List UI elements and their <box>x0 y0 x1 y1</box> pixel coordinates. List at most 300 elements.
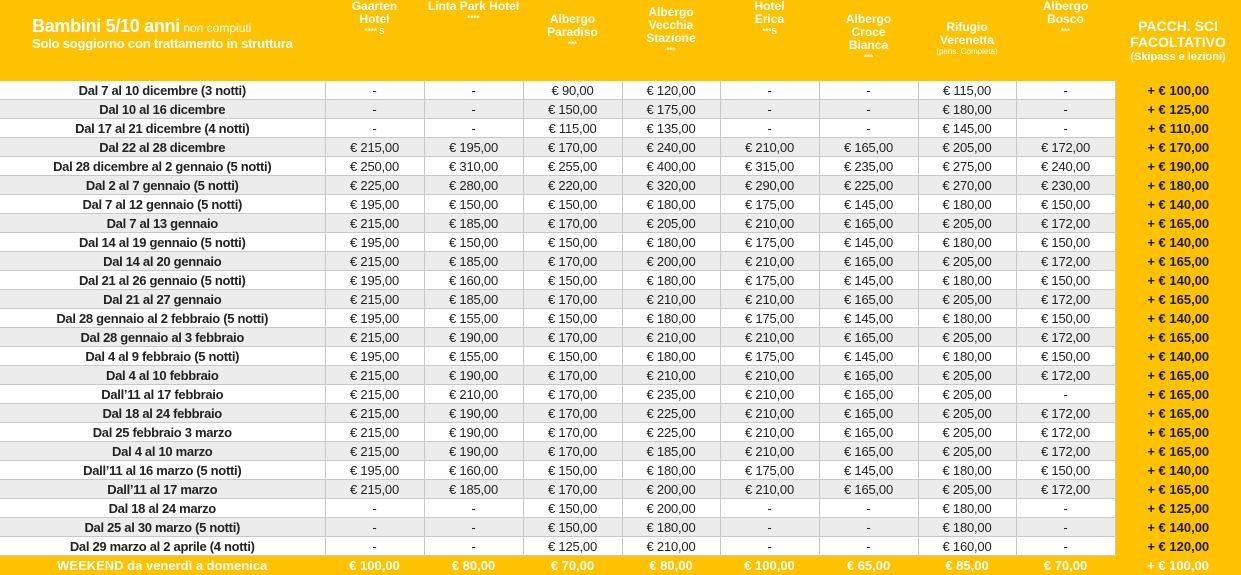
ski-price-cell: + € 165,00 <box>1115 442 1241 461</box>
table-row <box>0 404 1241 423</box>
price-cell: € 215,00 <box>325 252 424 271</box>
price-cell: € 180,00 <box>622 347 720 366</box>
ski-price-cell: + € 180,00 <box>1115 176 1241 195</box>
ski-price-cell: + € 165,00 <box>1115 385 1241 404</box>
price-cell: € 215,00 <box>325 214 424 233</box>
hotel-name-line: Albergo <box>648 5 693 19</box>
price-cell: € 200,00 <box>622 499 720 518</box>
ski-price-cell: + € 140,00 <box>1115 461 1241 480</box>
table-row <box>0 499 1241 518</box>
price-cell: € 172,00 <box>1016 404 1115 423</box>
period-cell: Dall’11 al 17 marzo <box>0 480 325 499</box>
price-cell: € 210,00 <box>720 385 819 404</box>
price-cell: € 172,00 <box>1016 366 1115 385</box>
table-row <box>0 290 1241 309</box>
price-cell: € 170,00 <box>523 328 622 347</box>
hotel-name-line: Albergo <box>846 12 891 26</box>
price-cell: € 320,00 <box>622 176 720 195</box>
price-cell: € 195,00 <box>325 195 424 214</box>
price-cell: € 205,00 <box>918 328 1016 347</box>
hotel-name-line: Gaarten <box>352 0 397 13</box>
table-row <box>0 347 1241 366</box>
period-cell: Dal 29 marzo al 2 aprile (4 notti) <box>0 537 325 556</box>
price-cell: € 180,00 <box>918 499 1016 518</box>
weekend-price: € 65,00 <box>819 556 918 575</box>
price-cell: € 225,00 <box>819 176 918 195</box>
price-cell: - <box>1016 100 1115 119</box>
hotel-name-line: Bianca <box>849 38 888 52</box>
price-cell: € 180,00 <box>622 271 720 290</box>
price-cell: € 180,00 <box>918 233 1016 252</box>
ski-price-cell: + € 165,00 <box>1115 404 1241 423</box>
ski-price-cell: + € 140,00 <box>1115 347 1241 366</box>
price-cell: € 180,00 <box>918 347 1016 366</box>
price-cell: - <box>720 81 819 100</box>
ski-price-cell: + € 165,00 <box>1115 423 1241 442</box>
hotel-name-line: Hotel <box>360 12 390 26</box>
ski-price-cell: + € 165,00 <box>1115 366 1241 385</box>
price-cell: € 165,00 <box>819 442 918 461</box>
price-cell: € 165,00 <box>819 366 918 385</box>
ski-price-cell: + € 140,00 <box>1115 195 1241 214</box>
hotel-board-note: (pens. Completa) <box>918 47 1016 56</box>
price-cell: € 205,00 <box>918 442 1016 461</box>
period-cell: Dal 28 gennaio al 3 febbraio <box>0 328 325 347</box>
hotel-stars: **** S <box>325 27 424 37</box>
title-note: non compiuti <box>183 21 251 35</box>
price-cell: € 210,00 <box>622 328 720 347</box>
table-row <box>0 157 1241 176</box>
price-cell: € 180,00 <box>622 195 720 214</box>
price-cell: € 172,00 <box>1016 423 1115 442</box>
price-cell: € 150,00 <box>1016 195 1115 214</box>
price-cell: € 200,00 <box>622 480 720 499</box>
hotel-stars: ***S <box>720 27 819 37</box>
hotel-stars: **** <box>424 14 523 24</box>
weekend-price: € 80,00 <box>622 556 720 575</box>
period-cell: Dal 18 al 24 febbraio <box>0 404 325 423</box>
ski-subtitle: (Skipass e lezioni) <box>1115 50 1241 64</box>
price-cell: € 180,00 <box>622 233 720 252</box>
hotel-header-erica <box>720 0 819 81</box>
price-cell: - <box>720 518 819 537</box>
period-cell: Dal 28 gennaio al 2 febbraio (5 notti) <box>0 309 325 328</box>
price-cell: € 150,00 <box>523 499 622 518</box>
table-row <box>0 252 1241 271</box>
period-cell: Dal 21 al 26 gennaio (5 notti) <box>0 271 325 290</box>
price-cell: € 220,00 <box>523 176 622 195</box>
price-cell: € 195,00 <box>325 271 424 290</box>
price-cell: € 165,00 <box>819 480 918 499</box>
period-cell: Dall’11 al 17 febbraio <box>0 385 325 404</box>
price-cell: - <box>1016 499 1115 518</box>
price-cell: € 165,00 <box>819 404 918 423</box>
table-row <box>0 214 1241 233</box>
table-row <box>0 366 1241 385</box>
price-cell: € 150,00 <box>1016 461 1115 480</box>
price-cell: € 400,00 <box>622 157 720 176</box>
table-row <box>0 537 1241 556</box>
ski-price-cell: + € 100,00 <box>1115 81 1241 100</box>
ski-price-cell: + € 170,00 <box>1115 138 1241 157</box>
price-cell: € 180,00 <box>918 195 1016 214</box>
ski-price-cell: + € 165,00 <box>1115 480 1241 499</box>
table-row <box>0 309 1241 328</box>
price-cell: € 125,00 <box>523 537 622 556</box>
price-cell: - <box>325 100 424 119</box>
price-cell: € 175,00 <box>720 461 819 480</box>
price-cell: € 145,00 <box>819 195 918 214</box>
price-cell: € 150,00 <box>1016 347 1115 366</box>
hotel-name-line: Rifugio <box>946 20 987 34</box>
hotel-stars: *** <box>819 53 918 63</box>
price-cell: € 170,00 <box>523 423 622 442</box>
price-cell: - <box>325 119 424 138</box>
price-cell: € 190,00 <box>424 404 523 423</box>
hotel-name-line: Paradiso <box>547 25 598 39</box>
hotel-name-line: Erica <box>755 12 784 26</box>
weekend-row <box>0 556 1241 575</box>
price-cell: - <box>819 537 918 556</box>
price-cell: € 165,00 <box>819 138 918 157</box>
price-cell: € 215,00 <box>325 385 424 404</box>
price-cell: € 210,00 <box>424 385 523 404</box>
price-cell: € 275,00 <box>918 157 1016 176</box>
price-cell: € 190,00 <box>424 328 523 347</box>
price-cell: € 90,00 <box>523 81 622 100</box>
period-cell: Dal 10 al 16 dicembre <box>0 100 325 119</box>
price-cell: - <box>424 518 523 537</box>
table-row <box>0 385 1241 404</box>
ski-price-cell: + € 165,00 <box>1115 328 1241 347</box>
price-cell: € 280,00 <box>424 176 523 195</box>
hotel-header-croce-bianca <box>819 0 918 81</box>
price-cell: € 290,00 <box>720 176 819 195</box>
hotel-stars: *** <box>1016 27 1115 37</box>
ski-price-cell: + € 110,00 <box>1115 119 1241 138</box>
price-cell: € 205,00 <box>918 366 1016 385</box>
price-cell: € 180,00 <box>918 518 1016 537</box>
hotel-name-line: Stazione <box>646 31 695 45</box>
price-cell: € 195,00 <box>325 347 424 366</box>
hotel-name-line: Albergo <box>550 12 595 26</box>
table-row <box>0 119 1241 138</box>
price-cell: € 210,00 <box>720 138 819 157</box>
ski-price-cell: + € 165,00 <box>1115 290 1241 309</box>
price-cell: € 235,00 <box>622 385 720 404</box>
price-cell: € 172,00 <box>1016 214 1115 233</box>
price-cell: € 175,00 <box>720 195 819 214</box>
price-cell: € 185,00 <box>424 480 523 499</box>
period-cell: Dal 22 al 28 dicembre <box>0 138 325 157</box>
price-cell: - <box>720 100 819 119</box>
price-cell: € 210,00 <box>720 442 819 461</box>
ski-package-header <box>1115 0 1241 81</box>
price-cell: € 165,00 <box>819 290 918 309</box>
period-cell: Dal 25 febbraio 3 marzo <box>0 423 325 442</box>
price-cell: € 185,00 <box>424 252 523 271</box>
price-cell: € 150,00 <box>424 233 523 252</box>
price-cell: € 210,00 <box>622 366 720 385</box>
price-cell: € 170,00 <box>523 442 622 461</box>
hotel-name-line: Hotel <box>755 0 785 13</box>
price-cell: € 145,00 <box>819 461 918 480</box>
hotel-name-line: Croce <box>851 25 885 39</box>
hotel-header-gaarten <box>325 0 424 81</box>
hotel-header-vecchia-stazione <box>622 0 720 81</box>
price-cell: € 150,00 <box>523 271 622 290</box>
title-main: Bambini 5/10 anni <box>32 16 180 36</box>
price-cell: - <box>325 537 424 556</box>
hotel-name-line: Verenetta <box>940 33 994 47</box>
table-row <box>0 81 1241 100</box>
ski-price-cell: + € 140,00 <box>1115 309 1241 328</box>
price-cell: € 150,00 <box>424 195 523 214</box>
price-cell: € 210,00 <box>622 537 720 556</box>
price-cell: € 150,00 <box>1016 233 1115 252</box>
price-cell: € 315,00 <box>720 157 819 176</box>
price-cell: € 150,00 <box>523 100 622 119</box>
price-cell: - <box>720 119 819 138</box>
price-cell: € 240,00 <box>1016 157 1115 176</box>
period-cell: Dal 4 al 9 febbraio (5 notti) <box>0 347 325 366</box>
price-cell: € 205,00 <box>918 214 1016 233</box>
price-cell: € 200,00 <box>622 252 720 271</box>
ski-price-cell: + € 190,00 <box>1115 157 1241 176</box>
price-cell: € 225,00 <box>622 423 720 442</box>
price-cell: € 225,00 <box>622 404 720 423</box>
price-cell: € 195,00 <box>325 309 424 328</box>
price-cell: € 170,00 <box>523 404 622 423</box>
period-cell: Dall’11 al 16 marzo (5 notti) <box>0 461 325 480</box>
price-cell: - <box>819 100 918 119</box>
price-cell: € 115,00 <box>918 81 1016 100</box>
price-cell: € 145,00 <box>819 347 918 366</box>
price-cell: € 205,00 <box>918 480 1016 499</box>
price-cell: € 180,00 <box>918 461 1016 480</box>
hotel-header-verenetta <box>918 0 1016 81</box>
price-cell: € 255,00 <box>523 157 622 176</box>
weekend-label: WEEKEND da venerdì a domenica <box>0 556 325 575</box>
weekend-price: € 100,00 <box>720 556 819 575</box>
price-cell: - <box>424 119 523 138</box>
period-cell: Dal 7 al 13 gennaio <box>0 214 325 233</box>
price-cell: € 165,00 <box>819 214 918 233</box>
period-cell: Dal 25 al 30 marzo (5 notti) <box>0 518 325 537</box>
price-cell: € 180,00 <box>918 100 1016 119</box>
price-cell: - <box>325 518 424 537</box>
price-cell: - <box>424 499 523 518</box>
price-cell: € 210,00 <box>720 214 819 233</box>
price-cell: - <box>1016 119 1115 138</box>
hotel-name-line: Vecchia <box>649 18 694 32</box>
price-cell: € 190,00 <box>424 366 523 385</box>
price-cell: € 210,00 <box>720 423 819 442</box>
price-cell: € 215,00 <box>325 423 424 442</box>
price-cell: € 165,00 <box>819 328 918 347</box>
table-row <box>0 461 1241 480</box>
hotel-header-paradiso <box>523 0 622 81</box>
price-cell: € 180,00 <box>622 518 720 537</box>
price-cell: € 175,00 <box>622 100 720 119</box>
price-cell: - <box>325 499 424 518</box>
weekend-price: € 70,00 <box>523 556 622 575</box>
table-row <box>0 518 1241 537</box>
price-cell: € 210,00 <box>720 252 819 271</box>
weekend-price: € 70,00 <box>1016 556 1115 575</box>
price-cell: € 215,00 <box>325 290 424 309</box>
period-cell: Dal 18 al 24 marzo <box>0 499 325 518</box>
price-cell: - <box>720 537 819 556</box>
table-row <box>0 328 1241 347</box>
table-row <box>0 100 1241 119</box>
ski-price-cell: + € 165,00 <box>1115 252 1241 271</box>
period-cell: Dal 4 al 10 febbraio <box>0 366 325 385</box>
price-cell: € 185,00 <box>424 290 523 309</box>
price-cell: - <box>424 537 523 556</box>
price-cell: € 215,00 <box>325 328 424 347</box>
price-cell: € 215,00 <box>325 138 424 157</box>
ski-price-cell: + € 125,00 <box>1115 100 1241 119</box>
price-cell: € 172,00 <box>1016 138 1115 157</box>
period-cell: Dal 14 al 20 gennaio <box>0 252 325 271</box>
price-cell: € 175,00 <box>720 233 819 252</box>
price-cell: - <box>819 119 918 138</box>
table-title-cell <box>0 0 325 81</box>
price-cell: € 170,00 <box>523 252 622 271</box>
price-cell: € 205,00 <box>918 290 1016 309</box>
price-cell: € 270,00 <box>918 176 1016 195</box>
table-row <box>0 271 1241 290</box>
price-cell: € 170,00 <box>523 214 622 233</box>
price-cell: € 175,00 <box>720 271 819 290</box>
price-cell: € 160,00 <box>424 461 523 480</box>
period-cell: Dal 7 al 12 gennaio (5 notti) <box>0 195 325 214</box>
price-cell: € 150,00 <box>523 518 622 537</box>
price-cell: € 250,00 <box>325 157 424 176</box>
price-cell: € 172,00 <box>1016 442 1115 461</box>
ski-price-cell: + € 140,00 <box>1115 271 1241 290</box>
price-cell: € 235,00 <box>819 157 918 176</box>
period-cell: Dal 17 al 21 dicembre (4 notti) <box>0 119 325 138</box>
price-cell: € 155,00 <box>424 309 523 328</box>
table-subtitle: Solo soggiorno con trattamento in struttura <box>32 36 325 51</box>
ski-price-cell: + € 140,00 <box>1115 518 1241 537</box>
price-cell: € 165,00 <box>819 385 918 404</box>
price-cell: € 175,00 <box>720 347 819 366</box>
price-cell: € 180,00 <box>918 309 1016 328</box>
period-cell: Dal 2 al 7 gennaio (5 notti) <box>0 176 325 195</box>
price-cell: € 205,00 <box>918 252 1016 271</box>
price-cell: € 160,00 <box>918 537 1016 556</box>
price-cell: € 160,00 <box>424 271 523 290</box>
price-cell: € 170,00 <box>523 138 622 157</box>
price-cell: € 205,00 <box>918 423 1016 442</box>
price-cell: € 215,00 <box>325 480 424 499</box>
price-cell: € 185,00 <box>424 214 523 233</box>
table-row <box>0 176 1241 195</box>
ski-price-cell: + € 120,00 <box>1115 537 1241 556</box>
price-cell: € 172,00 <box>1016 252 1115 271</box>
price-rows <box>0 81 1241 556</box>
price-cell: - <box>1016 518 1115 537</box>
price-cell: € 180,00 <box>918 271 1016 290</box>
period-cell: Dal 14 al 19 gennaio (5 notti) <box>0 233 325 252</box>
hotel-name-line: Albergo <box>1043 0 1088 13</box>
price-cell: € 170,00 <box>523 366 622 385</box>
price-cell: € 145,00 <box>819 271 918 290</box>
price-cell: € 210,00 <box>720 328 819 347</box>
price-cell: € 205,00 <box>622 214 720 233</box>
price-cell: € 205,00 <box>918 138 1016 157</box>
price-cell: € 190,00 <box>424 423 523 442</box>
price-cell: € 115,00 <box>523 119 622 138</box>
price-cell: - <box>1016 537 1115 556</box>
price-cell: € 172,00 <box>1016 290 1115 309</box>
ski-price-cell: + € 165,00 <box>1115 214 1241 233</box>
price-cell: € 185,00 <box>622 442 720 461</box>
price-cell: € 190,00 <box>424 442 523 461</box>
price-cell: € 150,00 <box>523 347 622 366</box>
price-cell: € 240,00 <box>622 138 720 157</box>
price-cell: € 165,00 <box>819 423 918 442</box>
weekend-price: € 80,00 <box>424 556 523 575</box>
price-cell: € 120,00 <box>622 81 720 100</box>
price-cell: - <box>424 100 523 119</box>
price-cell: € 172,00 <box>1016 328 1115 347</box>
price-cell: € 150,00 <box>523 233 622 252</box>
price-cell: € 175,00 <box>720 309 819 328</box>
price-cell: - <box>325 81 424 100</box>
price-cell: - <box>819 518 918 537</box>
table-row <box>0 442 1241 461</box>
period-cell: Dal 7 al 10 dicembre (3 notti) <box>0 81 325 100</box>
price-cell: € 165,00 <box>819 252 918 271</box>
price-cell: € 205,00 <box>918 385 1016 404</box>
price-cell: € 145,00 <box>819 233 918 252</box>
ski-price-cell: + € 125,00 <box>1115 499 1241 518</box>
table-row <box>0 195 1241 214</box>
price-cell: € 195,00 <box>424 138 523 157</box>
price-cell: € 180,00 <box>622 309 720 328</box>
table-title <box>32 16 325 36</box>
price-cell: € 225,00 <box>325 176 424 195</box>
price-cell: € 180,00 <box>622 461 720 480</box>
table-row <box>0 480 1241 499</box>
header-row <box>0 0 1241 81</box>
hotel-name-line: Linta Park Hotel <box>428 0 519 13</box>
price-cell: € 210,00 <box>720 404 819 423</box>
price-cell: € 215,00 <box>325 366 424 385</box>
price-cell: - <box>819 81 918 100</box>
period-cell: Dal 21 al 27 gennaio <box>0 290 325 309</box>
weekend-price: € 85,00 <box>918 556 1016 575</box>
price-cell: € 150,00 <box>523 309 622 328</box>
price-cell: € 135,00 <box>622 119 720 138</box>
hotel-header-linta <box>424 0 523 81</box>
price-cell: € 210,00 <box>720 290 819 309</box>
price-cell: - <box>1016 385 1115 404</box>
price-cell: € 215,00 <box>325 404 424 423</box>
table-row <box>0 138 1241 157</box>
price-cell: € 210,00 <box>622 290 720 309</box>
hotel-stars: *** <box>523 40 622 50</box>
price-cell: € 230,00 <box>1016 176 1115 195</box>
price-cell: € 170,00 <box>523 385 622 404</box>
ski-title-line: PACCH. SCI <box>1138 18 1218 34</box>
price-cell: € 170,00 <box>523 290 622 309</box>
table-row <box>0 423 1241 442</box>
